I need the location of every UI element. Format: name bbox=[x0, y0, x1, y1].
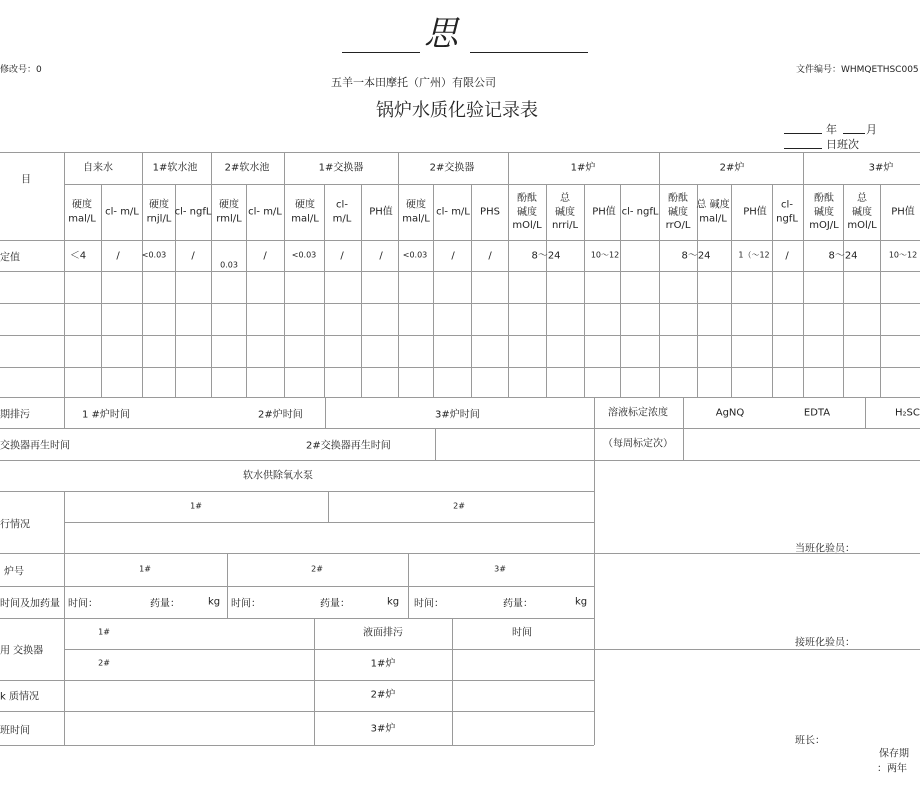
std-ex2-hardness: <0.03 bbox=[402, 250, 428, 260]
grid-line bbox=[508, 152, 509, 184]
sub-b1-cl: cl- ngfL bbox=[621, 206, 659, 218]
pump-section-title: 软水供除氧水泵 bbox=[243, 470, 313, 482]
grid-line bbox=[772, 184, 773, 397]
water-quality-label: k 质情况 bbox=[0, 691, 39, 703]
std-b2-alkalinity: 8～24 bbox=[681, 250, 711, 262]
grid-line bbox=[452, 618, 453, 745]
grid-line bbox=[211, 152, 212, 184]
boiler-1-label: 1# bbox=[139, 564, 151, 574]
std-ex1-hardness: <0.03 bbox=[291, 250, 317, 260]
group-boiler-2: 2#炉 bbox=[719, 162, 745, 174]
grid-line bbox=[398, 152, 399, 184]
dosing3-dose: 药量： bbox=[503, 598, 533, 610]
group-boiler-3: 3#炉 bbox=[868, 162, 894, 174]
sub-b2-cl: cl- ngfL bbox=[776, 199, 798, 224]
std-ex2-cl: / bbox=[451, 250, 455, 262]
grid-line bbox=[361, 184, 362, 397]
grid-line bbox=[0, 460, 920, 461]
grid-line bbox=[314, 618, 315, 745]
std-b1-ph: 10～12 bbox=[590, 250, 620, 260]
grid-line bbox=[0, 397, 920, 398]
dosing3-time: 时间： bbox=[414, 598, 444, 610]
logo-line-right bbox=[470, 52, 588, 53]
sub-soft2-cl: cl- m/L bbox=[248, 206, 282, 218]
exchanger-2-label: 2# bbox=[98, 658, 110, 668]
exchanger-in-use-label: 用 交换器 bbox=[0, 645, 44, 657]
grid-line bbox=[594, 460, 595, 745]
surface-blowdown-boiler1: 1#炉 bbox=[370, 658, 396, 670]
grid-line bbox=[435, 428, 436, 460]
weekly-calibration-note: （每周标定次） bbox=[603, 438, 673, 450]
dosing1-time: 时间： bbox=[68, 598, 98, 610]
sub-b2-phenol-alk: 酚酞 碱度 rrO/L bbox=[665, 192, 691, 231]
sub-tap-cl: cl- m/L bbox=[105, 206, 139, 218]
date-day-shift-label: 日班次 bbox=[826, 138, 859, 151]
pump-1-label: 1# bbox=[190, 501, 202, 511]
dosing-time-label: 时间及加药量 bbox=[0, 598, 60, 610]
pump-run-status-label: 行情况 bbox=[0, 519, 30, 531]
std-b3-ph: 10～12 bbox=[888, 250, 918, 260]
surface-blowdown-boiler2: 2#炉 bbox=[370, 689, 396, 701]
sub-b2-ph: PH值 bbox=[743, 206, 767, 218]
group-tap-water: 自来水 bbox=[83, 162, 113, 174]
date-day-blank bbox=[784, 148, 822, 149]
on-duty-inspector-label: 当班化验员： bbox=[795, 543, 855, 555]
sub-soft1-hardness: 硬度 rnjl/L bbox=[146, 199, 172, 224]
grid-line bbox=[64, 618, 65, 745]
grid-line bbox=[803, 184, 804, 397]
surface-blowdown-header: 液面排污 bbox=[363, 627, 403, 639]
std-tap-cl: / bbox=[116, 250, 120, 262]
std-b1-alkalinity: 8～24 bbox=[531, 250, 561, 262]
std-ex1-ph: / bbox=[379, 250, 383, 262]
group-exchanger-2: 2#交换器 bbox=[429, 162, 475, 174]
grid-line bbox=[398, 184, 399, 397]
group-soft-pool-1: 1#软水池 bbox=[152, 162, 198, 174]
sub-b3-total-alk: 总 碱度 mOl/L bbox=[847, 192, 877, 231]
grid-line bbox=[64, 184, 920, 185]
grid-line bbox=[0, 428, 920, 429]
grid-line bbox=[64, 184, 65, 397]
shift-leader-label: 班长： bbox=[795, 735, 825, 747]
grid-line bbox=[64, 397, 65, 428]
grid-line bbox=[64, 649, 594, 650]
grid-line bbox=[803, 152, 804, 184]
surface-blowdown-boiler3: 3#炉 bbox=[370, 723, 396, 735]
grid-line bbox=[64, 522, 594, 523]
sub-ex1-cl: cl- m/L bbox=[332, 199, 352, 224]
exchanger2-regen-label: 2#交换器再生时间 bbox=[306, 440, 391, 452]
boiler1-blowdown-time: 1 #炉时间 bbox=[82, 409, 130, 421]
sub-ex1-ph: PH值 bbox=[369, 206, 393, 218]
grid-line bbox=[64, 491, 65, 553]
surface-blowdown-time-header: 时间 bbox=[512, 627, 532, 639]
dosing3-kg: kg bbox=[575, 596, 588, 608]
grid-line bbox=[731, 184, 732, 397]
std-ex2-phs: / bbox=[488, 250, 492, 262]
grid-line bbox=[101, 184, 102, 397]
sub-ex2-phs: PHS bbox=[480, 206, 500, 218]
grid-line bbox=[64, 152, 65, 184]
date-year-blank bbox=[784, 133, 822, 134]
grid-line bbox=[683, 397, 684, 460]
grid-line bbox=[0, 491, 594, 492]
grid-line bbox=[0, 240, 920, 241]
retention-value: ：两年 bbox=[877, 763, 907, 775]
grid-line bbox=[594, 397, 595, 460]
grid-line bbox=[408, 553, 409, 618]
boiler-3-label: 3# bbox=[494, 564, 506, 574]
grid-line bbox=[328, 491, 329, 522]
revision-number: 修改号：0 bbox=[0, 65, 42, 75]
grid-line bbox=[0, 335, 920, 336]
sub-soft1-cl: cl- ngfL bbox=[174, 206, 212, 218]
grid-line bbox=[246, 184, 247, 397]
grid-line bbox=[0, 618, 594, 619]
grid-line bbox=[0, 152, 920, 153]
standard-value-label: 定值 bbox=[0, 252, 20, 264]
handover-inspector-label: 接班化验员： bbox=[795, 637, 855, 649]
retention-label: 保存期 bbox=[879, 748, 909, 760]
std-ex1-cl: / bbox=[340, 250, 344, 262]
std-tap-hardness: ＜4 bbox=[69, 250, 87, 262]
company-name: 五羊一本田摩托（广州）有限公司 bbox=[331, 76, 496, 89]
grid-line bbox=[508, 184, 509, 397]
agno-label: AgNQ bbox=[715, 407, 745, 419]
boiler-number-label: 炉号 bbox=[4, 566, 24, 578]
std-b2-ph: 1（～12 bbox=[738, 250, 770, 260]
document-number: 文件编号：WHMQETHSC005 bbox=[796, 65, 919, 75]
logo-mark: 思 bbox=[424, 14, 458, 54]
dosing2-kg: kg bbox=[387, 596, 400, 608]
pump-2-label: 2# bbox=[453, 501, 465, 511]
grid-line bbox=[433, 184, 434, 397]
grid-line bbox=[0, 271, 920, 272]
sub-tap-hardness: 硬度 mal/L bbox=[68, 199, 96, 224]
grid-line bbox=[546, 184, 547, 397]
logo-line-left bbox=[342, 52, 420, 53]
date-month-label: 月 bbox=[866, 123, 877, 136]
grid-line bbox=[284, 152, 285, 184]
h2so-label: H₂SC bbox=[895, 407, 920, 419]
grid-line bbox=[0, 680, 594, 681]
exchanger-1-label: 1# bbox=[98, 627, 110, 637]
std-b3-alkalinity: 8～24 bbox=[828, 250, 858, 262]
item-header: 目 bbox=[21, 174, 31, 186]
grid-line bbox=[64, 553, 65, 618]
grid-line bbox=[0, 745, 594, 746]
std-soft2-hardness: 0.03 bbox=[220, 260, 238, 270]
grid-line bbox=[0, 586, 594, 587]
std-soft2-cl: / bbox=[263, 250, 267, 262]
std-soft1-cl: / bbox=[191, 250, 195, 262]
sub-b1-total-alk: 总 碱度 nrri/L bbox=[551, 192, 579, 231]
group-exchanger-1: 1#交换器 bbox=[318, 162, 364, 174]
sub-b1-phenol-alk: 酚酞 碱度 mOl/L bbox=[512, 192, 542, 231]
grid-line bbox=[584, 184, 585, 397]
grid-line bbox=[284, 184, 285, 397]
grid-line bbox=[471, 184, 472, 397]
dosing1-kg: kg bbox=[208, 596, 221, 608]
grid-line bbox=[659, 184, 660, 397]
boiler-2-label: 2# bbox=[311, 564, 323, 574]
dosing1-dose: 药量： bbox=[150, 598, 180, 610]
dosing2-dose: 药量： bbox=[320, 598, 350, 610]
group-soft-pool-2: 2#软水池 bbox=[224, 162, 270, 174]
grid-line bbox=[880, 184, 881, 397]
blowdown-label: 期排污 bbox=[0, 409, 30, 421]
grid-line bbox=[843, 184, 844, 397]
shift-time-label: 班时间 bbox=[0, 725, 30, 737]
solution-conc-label: 溶液标定浓度 bbox=[608, 407, 668, 419]
sub-b3-ph: PH值 bbox=[891, 206, 915, 218]
grid-line bbox=[0, 553, 920, 554]
sub-b1-ph: PH值 bbox=[592, 206, 616, 218]
grid-line bbox=[325, 397, 326, 428]
sub-b2-total-alk: 总 碱度 mal/L bbox=[696, 199, 730, 224]
grid-line bbox=[0, 303, 920, 304]
grid-line bbox=[142, 184, 143, 397]
boiler3-blowdown-time: 3#炉时间 bbox=[435, 409, 480, 421]
grid-line bbox=[0, 367, 920, 368]
sub-b3-phenol-alk: 酚酞 碱度 mOJ/L bbox=[809, 192, 839, 231]
grid-line bbox=[142, 152, 143, 184]
grid-line bbox=[227, 553, 228, 618]
sub-soft2-hardness: 硬度 rml/L bbox=[216, 199, 242, 224]
grid-line bbox=[865, 397, 866, 428]
grid-line bbox=[324, 184, 325, 397]
grid-line bbox=[594, 649, 920, 650]
dosing2-time: 时间： bbox=[231, 598, 261, 610]
sub-ex2-hardness: 硬度 mal/L bbox=[402, 199, 430, 224]
std-soft1-hardness: <0.03 bbox=[141, 250, 167, 260]
std-b2-cl: / bbox=[785, 250, 789, 262]
group-boiler-1: 1#炉 bbox=[570, 162, 596, 174]
exchanger1-regen-label: 交换器再生时间 bbox=[0, 440, 70, 452]
sub-ex1-hardness: 硬度 mal/L bbox=[291, 199, 319, 224]
date-year-label: 年 bbox=[826, 123, 837, 136]
form-title: 锅炉水质化验记录表 bbox=[376, 100, 538, 121]
date-month-blank bbox=[843, 133, 865, 134]
boiler2-blowdown-time: 2#炉时间 bbox=[258, 409, 303, 421]
sub-ex2-cl: cl- m/L bbox=[436, 206, 470, 218]
grid-line bbox=[659, 152, 660, 184]
grid-line bbox=[0, 711, 594, 712]
edta-label: EDTA bbox=[803, 407, 831, 419]
